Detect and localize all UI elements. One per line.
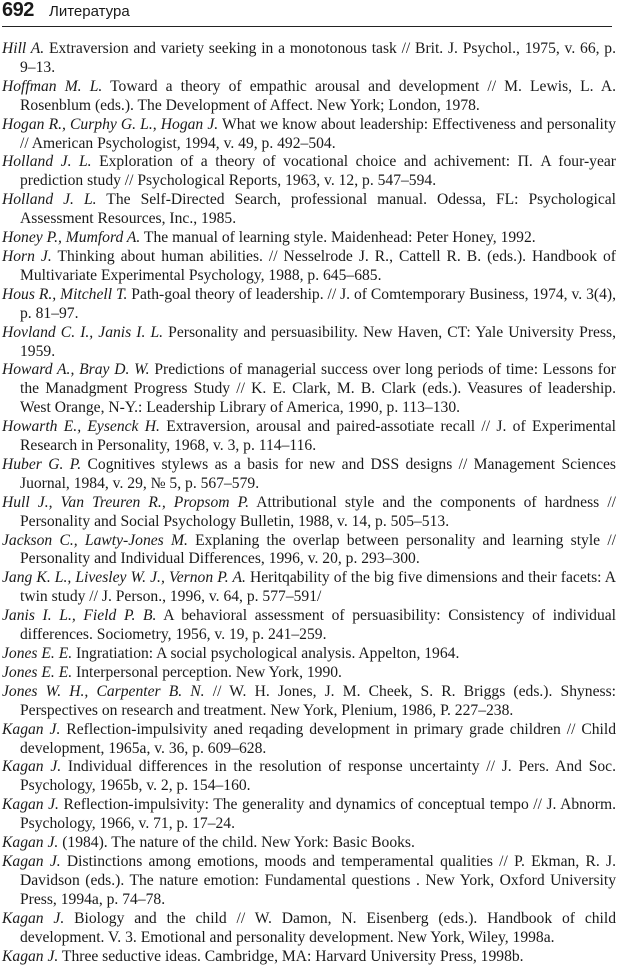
reference-text: Thinking about human abilities. // Nesselrode J. R., Cattell R. B. (eds.). Handbook of Multivariate Experimental Psychology, 1988, p. 645–685. [20,247,616,284]
reference-authors: Hull J., Van Treuren R., Propsom P. [2,493,250,511]
reference-entry [2,645,616,664]
reference-text: What we know about leadership: Effectiveness and personality // American Psychologist, 1994, v. 49, p. 492–504. [20,115,616,152]
reference-entry [2,116,616,154]
reference-text: A behavioral assessment of persuasibility: Consistency of individual differences. Sociometry, 1956, v. 19, p. 241–259. [20,607,616,644]
reference-text: Heritqability of the big five dimensions and their facets: A twin study // J. Person., 1996, v. 64, p. 577–591/ [20,569,617,606]
reference-authors: Janis I. L., Field P. B. [2,607,157,625]
reference-text: Toward a theory of empathic arousal and development // M. Lewis, L. A. Rosenblum (eds.). The Development of Affect. New York; London, 1978. [20,77,616,114]
page-header [2,0,612,27]
reference-authors: Howard A., Bray D. W. [2,361,150,379]
reference-authors: Jones E. E. [2,663,73,681]
reference-entry [2,229,616,248]
reference-authors: Horn J. [2,247,52,265]
reference-text: Interpersonal perception. New York, 1990. [72,663,342,681]
reference-authors: Hogan R., Curphy G. L., Hogan J. [2,115,219,133]
reference-authors: Hovland C. I., Janis I. L. [2,323,164,341]
reference-authors: Kagan J. [2,796,59,814]
reference-authors: Kagan J. [2,852,61,870]
reference-authors: Hill A. [2,40,45,57]
reference-entry [2,683,616,721]
reference-text: Personality and persuasibility. New Haven, CT: Yale University Press, 1959. [20,323,616,360]
reference-entry [2,853,616,910]
reference-entry [2,361,616,418]
reference-authors: Jones W. H., Carpenter B. N. [2,682,205,700]
reference-text: The manual of learning style. Maidenhead: Peter Honey, 1992. [140,229,536,247]
reference-authors: Honey P., Mumford A. [2,229,141,247]
reference-entry [2,286,616,324]
reference-text: The Self-Directed Search, professional manual. Odessa, FL: Psychological Assessment Resources, Inc., 1985. [20,191,616,228]
reference-authors: Jang K. L., Livesley W. J., Vernon P. A. [2,569,246,587]
reference-authors: Hous R., Mitchell T. [2,285,128,303]
reference-text: Individual differences in the resolution of response uncertainty // J. Pers. And Soc. Psychology, 1965b, v. 2, p. 154–160. [20,758,616,795]
reference-entry [2,910,616,948]
reference-entry [2,834,616,853]
reference-entry [2,456,616,494]
reference-text: Explaning the overlap between personality and learning style // Personality and Individual Differences, 1996, v. 20, p. 293–300. [20,531,617,568]
reference-text: // W. H. Jones, J. M. Cheek, S. R. Briggs (eds.). Shyness: Perspectives on research and treatment. New York, Plenium, 1986, P. 227–238. [20,682,616,719]
running-title: Литература [49,3,130,20]
reference-text: Biology and the child // W. Damon, N. Eisenberg (eds.). Handbook of child development. V. 3. Emotional and personality development. New York, Wiley, 1998a. [20,909,616,946]
reference-authors: Kagan J. [2,720,61,738]
reference-entry [2,191,616,229]
reference-authors: Holland J. L. [2,191,97,209]
reference-entry [2,78,616,116]
reference-entry [2,607,616,645]
reference-text: Attributional style and the components of hardness // Personality and Social Psychology Bulletin, 1988, v. 14, p. 505–513. [20,493,616,530]
reference-authors: Jones E. E. [2,645,73,662]
reference-entry [2,494,616,532]
reference-entry [2,948,616,967]
page-number: 692 [2,0,34,21]
reference-authors: Jackson C., Lawty-Jones M. [2,531,188,549]
reference-text: Extraversion, arousal and paired-assotiate recall // J. of Experimental Research in Personality, 1968, v. 3, p. 114–116. [20,418,616,455]
reference-text: Reflection-impulsivity aned reqading development in primary grade children // Child development, 1965a, v. 36, p. 609–628. [20,720,617,757]
reference-authors: Hoffman M. L. [2,77,103,95]
reference-text: Exploration of a theory of vocational choice and achivement: П. A four-year prediction study // Psychological Reports, 1963, v. 12, p. 547–594. [20,153,616,190]
reference-text: Ingratiation: A social psychological analysis. Appelton, 1964. [72,645,460,662]
reference-entry [2,153,616,191]
reference-text: Path-goal theory of leadership. // J. of Comtemporary Business, 1974, v. 3(4), p. 81–97. [20,285,616,322]
reference-entry [2,569,616,607]
reference-authors: Huber G. P. [2,455,82,473]
reference-list [2,40,616,966]
reference-text: Distinctions among emotions, moods and temperamental qualities // P. Ekman, R. J. Davidson (eds.). The nature emotion: Fundamental questions . New York, Oxford University Press, 1994a, p. 74–78. [20,852,616,908]
reference-authors: Kagan J. [2,947,59,965]
reference-text: Reflection-impulsivity: The generality and dynamics of conceptual tempo // J. Abnorm. Psychology, 1966, v. 71, p. 17–24. [20,796,616,833]
reference-authors: Kagan J. [2,909,65,927]
reference-entry [2,324,616,362]
reference-entry [2,796,616,834]
reference-text: Extraversion and variety seeking in a monotonous task // Brit. J. Psychol., 1975, v. 66, p. 9–13. [20,40,616,76]
reference-authors: Kagan J. [2,758,62,776]
reference-text: Predictions of managerial success over long periods of time: Lessons for the Manadgment Progress Study // K. E. Clark, M. B. Clark (eds.). Veasures of leadership. West Orange, N-Y.: Leadership Library of America, 1990, p. 113–130. [20,361,616,417]
reference-authors: Howarth E., Eysenck H. [2,418,160,436]
reference-text: Three seductive ideas. Cambridge, MA: Harvard University Press, 1998b. [58,947,524,965]
reference-entry [2,721,616,759]
reference-authors: Kagan J. [2,834,59,852]
reference-entry [2,248,616,286]
reference-entry [2,664,616,683]
reference-entry [2,418,616,456]
reference-authors: Holland J. L. [2,153,92,171]
reference-entry [2,758,616,796]
reference-text: (1984). The nature of the child. New York: Basic Books. [58,834,415,852]
reference-entry [2,532,616,570]
reference-text: Cognitives stylews as a basis for new and DSS designs // Management Sciences Juornal, 1984, v. 29, № 5, p. 567–579. [20,455,617,492]
reference-entry [2,40,616,78]
